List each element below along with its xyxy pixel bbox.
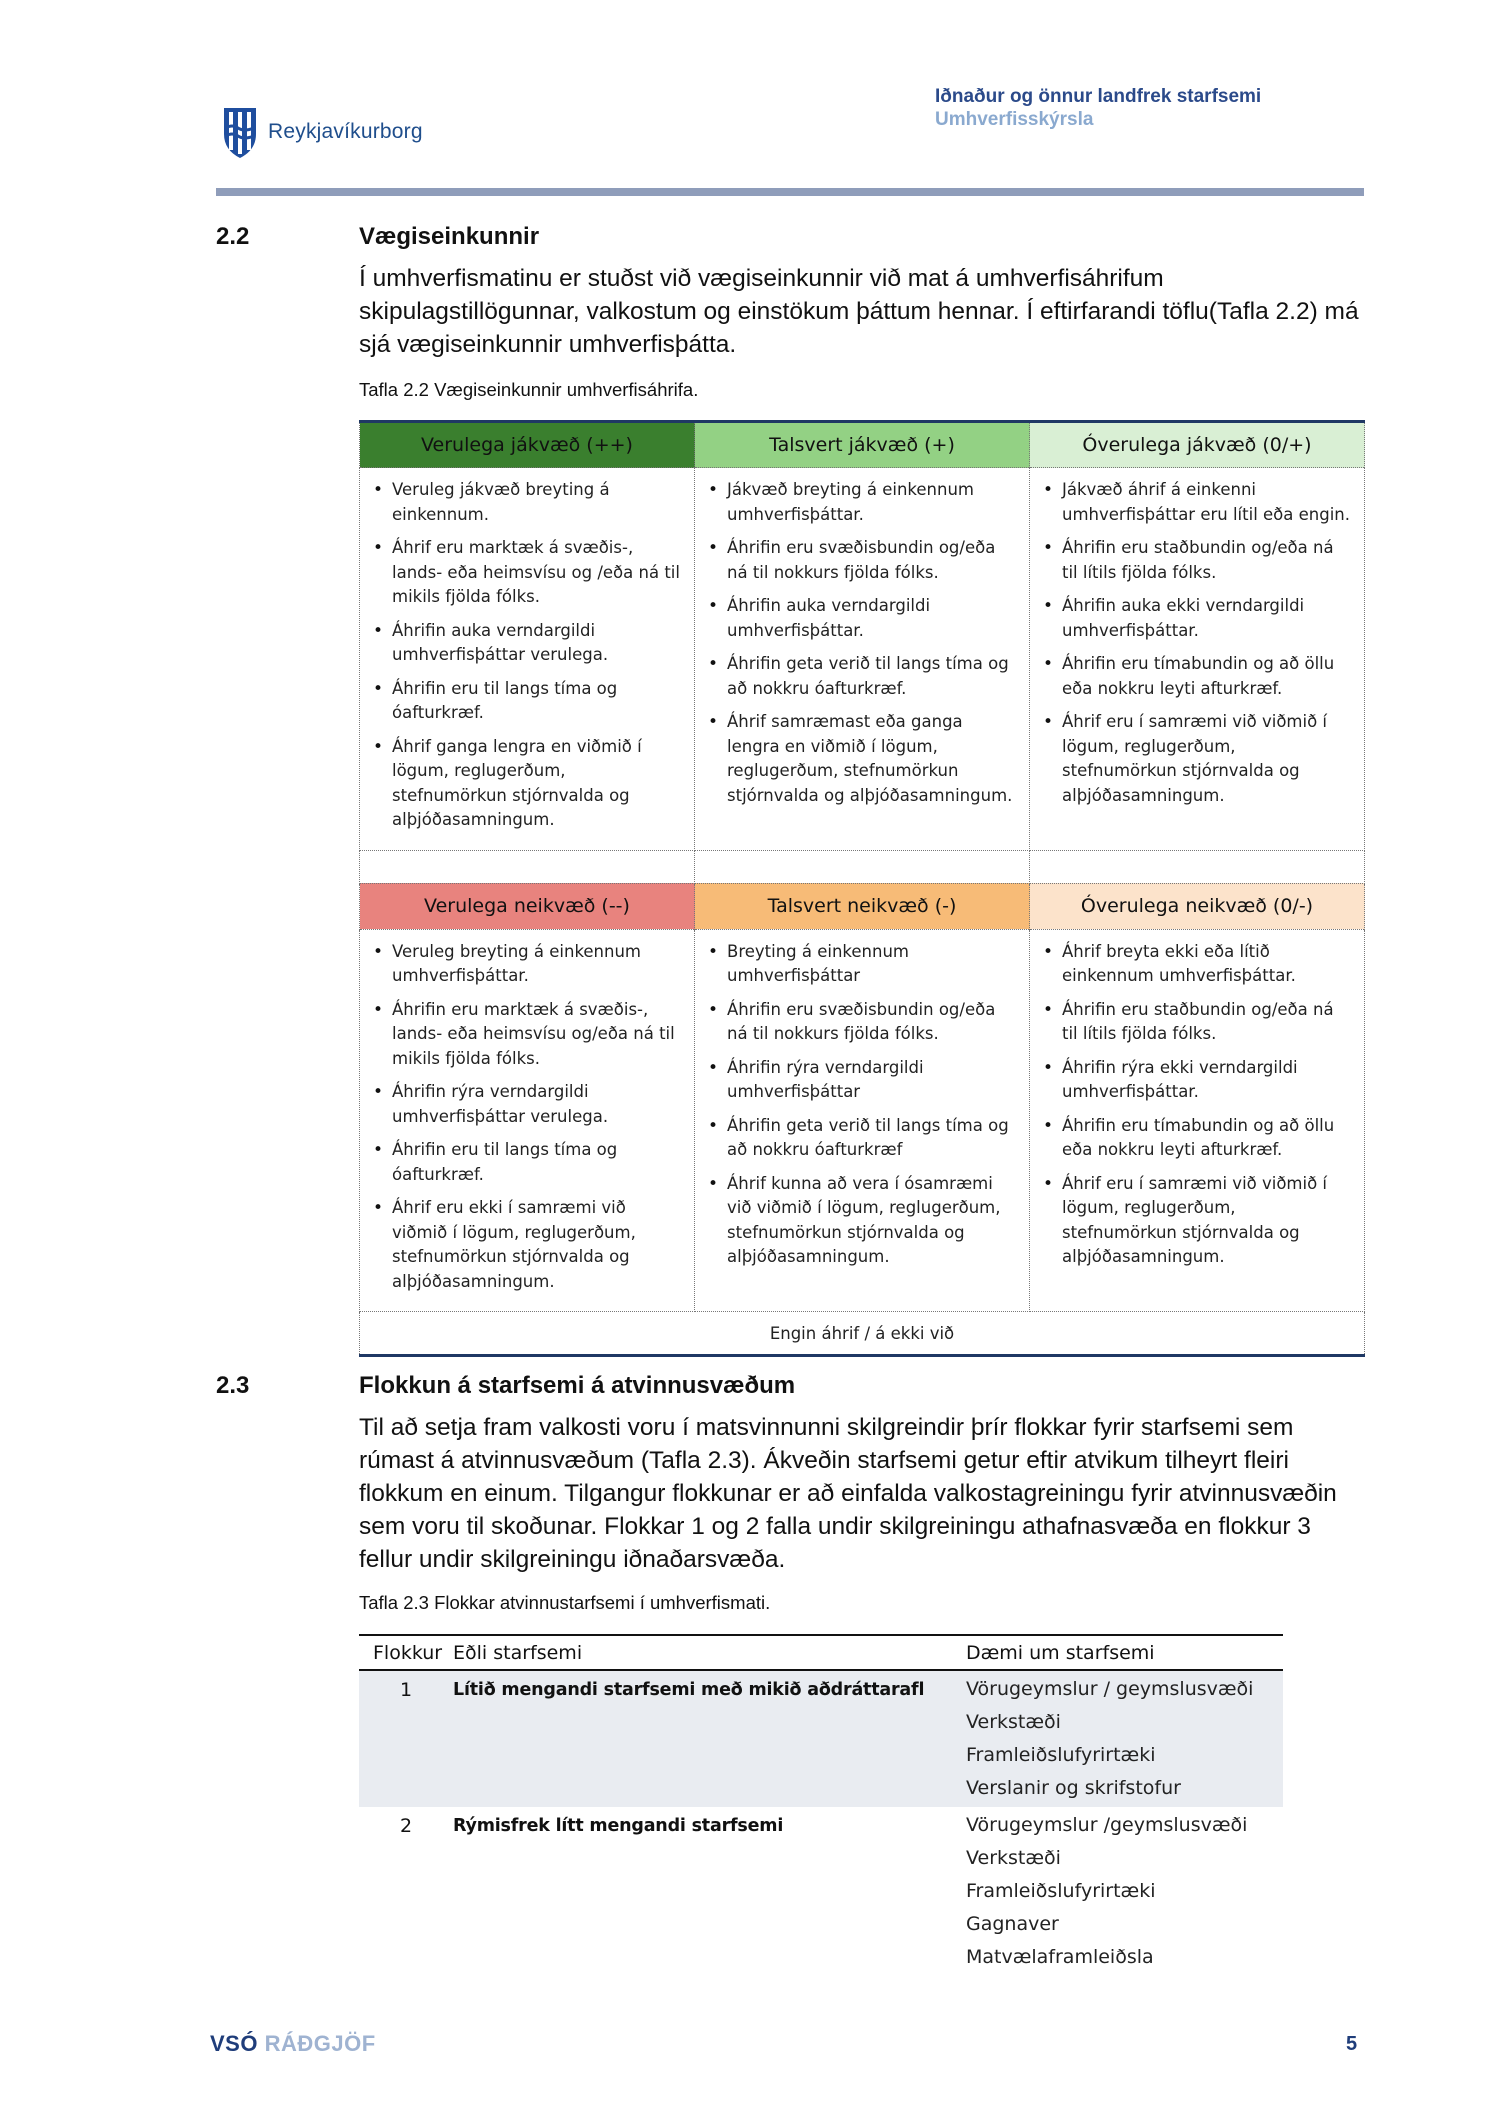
example-item: Gagnaver <box>966 1913 1059 1935</box>
negative-criteria-row <box>360 929 1365 1312</box>
list-item: • Áhrifin rýra verndargildi umhverfisþáttar verulega. <box>370 1080 684 1129</box>
example-item: Vörugeymslur / geymslusvæði <box>966 1678 1254 1700</box>
list-item: • Áhrifin eru marktæk á svæðis-, lands- eða heimsvísu og/eða ná til mikils fjölda fólks. <box>370 998 684 1072</box>
section-2-3-number: 2.3 <box>216 1372 250 1399</box>
header-talsvert-jakvaed: Talsvert jákvæð (+) <box>695 422 1030 468</box>
header-overulega-jakvaed: Óverulega jákvæð (0/+) <box>1030 422 1365 468</box>
col-header-flokkur: Flokkur <box>359 1635 453 1670</box>
list-item: • Jákvæð áhrif á einkenni umhverfisþáttar eru lítil eða engin. <box>1040 478 1354 527</box>
list-item: • Veruleg breyting á einkennum umhverfisþáttar. <box>370 940 684 989</box>
example-item: Verkstæði <box>966 1847 1061 1869</box>
example-item: Vörugeymslur /geymslusvæði <box>966 1814 1248 1836</box>
example-item: Framleiðslufyrirtæki <box>966 1744 1156 1766</box>
example-item: Matvælaframleiðsla <box>966 1946 1154 1968</box>
page-number: 5 <box>1346 2033 1358 2055</box>
example-item: Verslanir og skrifstofur <box>966 1777 1181 1799</box>
bullet-list <box>1040 940 1354 1270</box>
list-item: • Áhrif ganga lengra en viðmið í lögum, reglugerðum, stefnumörkun stjórnvalda og alþjóðasamningum. <box>370 735 684 833</box>
table-2-2-caption: Tafla 2.2 Vægiseinkunnir umhverfisáhrifa. <box>359 379 699 400</box>
reykjavik-crest-icon <box>222 104 258 160</box>
list-item: • Áhrifin rýra ekki verndargildi umhverfisþáttar. <box>1040 1056 1354 1105</box>
header-verulega-neikvaed: Verulega neikvæð (--) <box>360 883 695 929</box>
reykjavik-logo <box>222 104 423 160</box>
section-2-3-title: Flokkun á starfsemi á atvinnusvæðum <box>359 1372 796 1399</box>
list-item: • Áhrif kunna að vera í ósamræmi við viðmið í lögum, reglugerðum, stefnumörkun stjórnvalda og alþjóðasamningum. <box>705 1172 1019 1270</box>
positive-strong-cell <box>360 468 695 851</box>
header-subtitle: Umhverfisskýrsla <box>935 109 1094 130</box>
list-item: • Áhrif samræmast eða ganga lengra en viðmið í lögum, reglugerðum, stefnumörkun stjórnvalda og alþjóðasamningum. <box>705 710 1019 808</box>
company-name-b: RÁÐGJÖF <box>264 2031 376 2056</box>
list-item: • Áhrifin geta verið til langs tíma og að nokkru óafturkræf <box>705 1114 1019 1163</box>
category-nature: Lítið mengandi starfsemi með mikið aðdráttarafl <box>453 1670 966 1807</box>
spacer-cell <box>360 850 695 883</box>
spacer-row <box>360 850 1365 883</box>
list-item: • Áhrifin eru svæðisbundin og/eða ná til nokkurs fjölda fólks. <box>705 536 1019 585</box>
section-2-2-paragraph: Í umhverfismatinu er stuðst við vægiseinkunnir við mat á umhverfisáhrifum skipulagstillögunnar, valkostum og einstökum þáttum hennar. Í eftirfarandi töflu(Tafla 2.2) má sjá vægiseinkunnir umhverfisþátta. <box>359 265 1359 358</box>
col-header-daemi: Dæmi um starfsemi <box>966 1635 1283 1670</box>
list-item: • Áhrif eru marktæk á svæðis-, lands- eða heimsvísu og /eða ná til mikils fjölda fólks. <box>370 536 684 610</box>
positive-header-row <box>360 422 1365 468</box>
positive-criteria-row <box>360 468 1365 851</box>
positive-mid-cell <box>695 468 1030 851</box>
company-name-a: VSÓ <box>210 2031 258 2056</box>
example-item: Verkstæði <box>966 1711 1061 1733</box>
negative-strong-cell <box>360 929 695 1312</box>
header-title: Iðnaður og önnur landfrek starfsemi <box>935 86 1262 107</box>
logo-text: Reykjavíkurborg <box>268 120 423 143</box>
category-examples <box>966 1670 1283 1807</box>
table-2-3-caption: Tafla 2.3 Flokkar atvinnustarfsemi í umhverfismati. <box>359 1592 771 1613</box>
category-number: 1 <box>359 1670 453 1807</box>
bullet-list <box>705 478 1019 808</box>
table-header-row <box>359 1635 1283 1670</box>
spacer-cell <box>695 850 1030 883</box>
list-item: • Breyting á einkennum umhverfisþáttar <box>705 940 1019 989</box>
activity-category-table <box>359 1634 1283 1976</box>
example-item: Framleiðslufyrirtæki <box>966 1880 1156 1902</box>
no-impact-cell: Engin áhrif / á ekki við <box>360 1312 1365 1356</box>
section-2-3-paragraph: Til að setja fram valkosti voru í matsvinnunni skilgreindir þrír flokkar fyrir starfsemi sem rúmast á atvinnusvæðum (Tafla 2.3). Ákveðin starfsemi getur eftir atvikum tilheyrt fleiri flokkum en einum. Tilgangur flokkunar er að einfalda valkostagreiningu fyrir atvinnusvæðin sem voru til skoðunar. Flokkar 1 og 2 falla undir skilgreiningu athafnasvæða en flokkur 3 fellur undir skilgreiningu iðnaðarsvæða. <box>359 1414 1337 1573</box>
list-item: • Áhrifin eru staðbundin og/eða ná til lítils fjölda fólks. <box>1040 536 1354 585</box>
list-item: • Áhrifin eru tímabundin og að öllu eða nokkru leyti afturkræf. <box>1040 652 1354 701</box>
list-item: • Jákvæð breyting á einkennum umhverfisþáttar. <box>705 478 1019 527</box>
list-item: • Áhrif eru ekki í samræmi við viðmið í lögum, reglugerðum, stefnumörkun stjórnvalda og alþjóðasamningum. <box>370 1196 684 1294</box>
spacer-cell <box>1030 850 1365 883</box>
list-item: • Áhrifin geta verið til langs tíma og að nokkru óafturkræf. <box>705 652 1019 701</box>
list-item: • Áhrif breyta ekki eða lítið einkennum umhverfisþáttar. <box>1040 940 1354 989</box>
no-impact-row <box>360 1312 1365 1356</box>
document-header <box>935 86 1261 132</box>
bullet-list <box>1040 478 1354 808</box>
list-item: • Veruleg jákvæð breyting á einkennum. <box>370 478 684 527</box>
category-examples <box>966 1807 1283 1976</box>
category-number: 2 <box>399 1815 413 1837</box>
negative-mid-cell <box>695 929 1030 1312</box>
negative-weak-cell <box>1030 929 1365 1312</box>
col-header-edli: Eðli starfsemi <box>453 1635 966 1670</box>
list-item: • Áhrifin eru staðbundin og/eða ná til lítils fjölda fólks. <box>1040 998 1354 1047</box>
list-item: • Áhrifin eru til langs tíma og óafturkræf. <box>370 1138 684 1187</box>
list-item: • Áhrifin auka verndargildi umhverfisþáttar. <box>705 594 1019 643</box>
header-verulega-jakvaed: Verulega jákvæð (++) <box>360 422 695 468</box>
table-row <box>359 1670 1283 1807</box>
negative-header-row <box>360 883 1365 929</box>
list-item: • Áhrifin eru tímabundin og að öllu eða nokkru leyti afturkræf. <box>1040 1114 1354 1163</box>
table-row <box>359 1807 1283 1976</box>
bullet-list <box>370 940 684 1295</box>
list-item: • Áhrifin eru til langs tíma og óafturkræf. <box>370 677 684 726</box>
list-item: • Áhrifin auka verndargildi umhverfisþáttar verulega. <box>370 619 684 668</box>
vso-logo <box>210 2031 376 2057</box>
list-item: • Áhrifin eru svæðisbundin og/eða ná til nokkurs fjölda fólks. <box>705 998 1019 1047</box>
list-item: • Áhrif eru í samræmi við viðmið í lögum, reglugerðum, stefnumörkun stjórnvalda og alþjóðasamningum. <box>1040 1172 1354 1270</box>
section-2-2-title: Vægiseinkunnir <box>359 223 540 250</box>
section-2-2-number: 2.2 <box>216 223 250 250</box>
bullet-list <box>705 940 1019 1270</box>
list-item: • Áhrif eru í samræmi við viðmið í lögum, reglugerðum, stefnumörkun stjórnvalda og alþjóðasamningum. <box>1040 710 1354 808</box>
positive-weak-cell <box>1030 468 1365 851</box>
list-item: • Áhrifin auka ekki verndargildi umhverfisþáttar. <box>1040 594 1354 643</box>
impact-weight-table <box>359 420 1365 1357</box>
list-item: • Áhrifin rýra verndargildi umhverfisþáttar <box>705 1056 1019 1105</box>
header-divider <box>216 188 1364 196</box>
bullet-list <box>370 478 684 833</box>
category-nature: Rýmisfrek lítt mengandi starfsemi <box>453 1816 784 1836</box>
header-overulega-neikvaed: Óverulega neikvæð (0/-) <box>1030 883 1365 929</box>
header-talsvert-neikvaed: Talsvert neikvæð (-) <box>695 883 1030 929</box>
